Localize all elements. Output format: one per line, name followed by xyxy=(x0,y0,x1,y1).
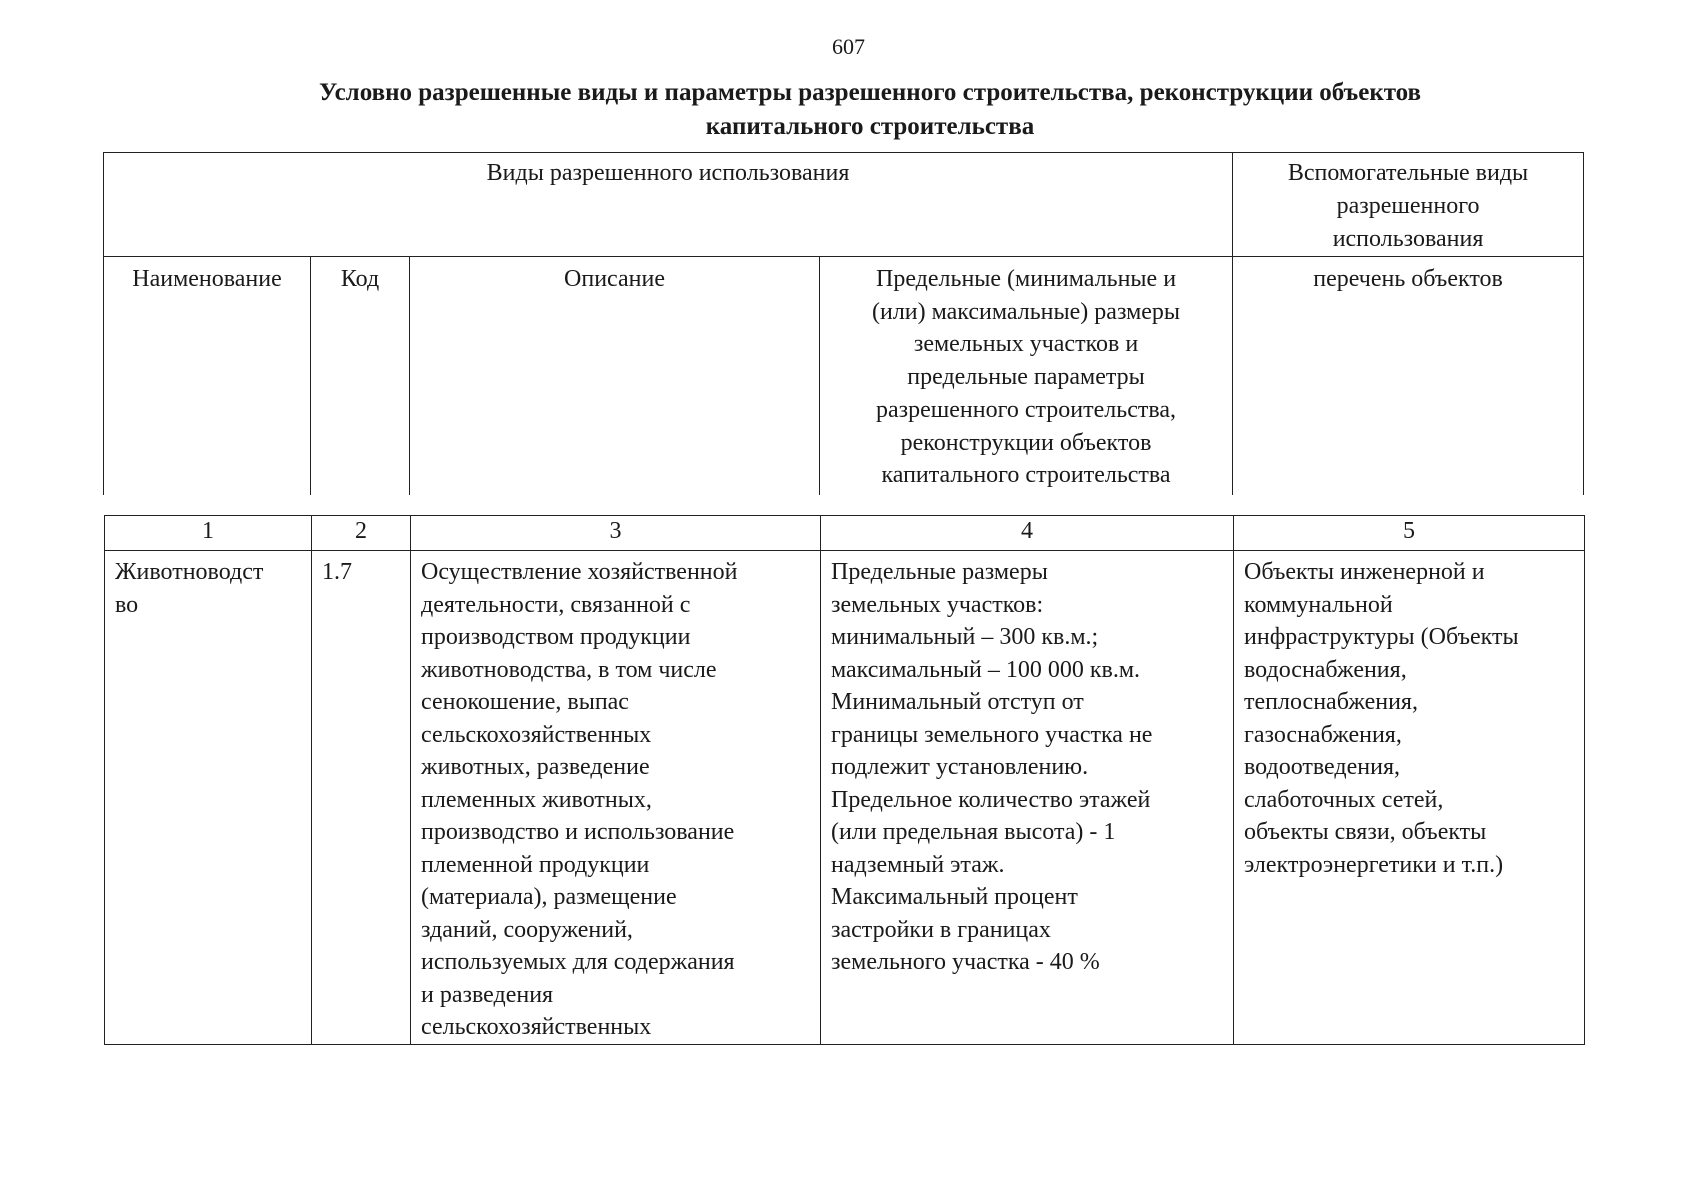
aux-line: инфраструктуры (Объекты xyxy=(1244,624,1519,650)
cell-description xyxy=(411,551,821,1045)
description-line: (материала), размещение xyxy=(421,884,677,910)
description-line: деятельности, связанной с xyxy=(421,591,691,618)
header-table xyxy=(103,152,1584,495)
aux-line: электроэнергетики и т.п.) xyxy=(1244,851,1504,878)
column-number-row xyxy=(105,516,1585,551)
header-group-label: Виды разрешенного использования xyxy=(486,160,850,186)
header-col-name: Наименование xyxy=(104,257,311,496)
aux-line: теплоснабжения, xyxy=(1244,689,1418,715)
description-line: сельскохозяйственных xyxy=(421,1014,652,1040)
table-row xyxy=(105,551,1585,1045)
cell-aux xyxy=(1234,551,1585,1045)
cell-code-value: 1.7 xyxy=(322,559,352,585)
limits-line: Предельные размеры xyxy=(831,559,1048,585)
header-limits-line: Предельные (минимальные и xyxy=(875,266,1177,292)
document-title-line-2: капитального строительства xyxy=(705,113,1035,140)
cell-name-line: во xyxy=(115,591,139,618)
header-limits-line: предельные параметры xyxy=(907,364,1145,391)
aux-line: коммунальной xyxy=(1244,591,1393,618)
limits-line: (или предельная высота) - 1 xyxy=(831,819,1116,845)
header-limits-line: (или) максимальные) размеры xyxy=(871,298,1181,325)
column-number: 3 xyxy=(411,516,821,551)
column-number: 2 xyxy=(312,516,411,551)
header-group-row xyxy=(104,153,1584,257)
limits-line: минимальный – 300 кв.м.; xyxy=(831,624,1099,650)
column-number: 4 xyxy=(821,516,1234,551)
limits-line: Максимальный процент xyxy=(831,884,1078,910)
description-line: зданий, сооружений, xyxy=(421,916,633,943)
header-limits-line: реконструкции объектов xyxy=(900,429,1152,456)
limits-line: Предельное количество этажей xyxy=(831,786,1151,813)
header-col-aux-list: перечень объектов xyxy=(1233,257,1584,496)
column-number: 1 xyxy=(105,516,312,551)
header-col-code: Код xyxy=(311,257,410,496)
limits-line: границы земельного участка не xyxy=(831,721,1153,748)
cell-limits xyxy=(821,551,1234,1045)
header-aux-group-cell xyxy=(1233,153,1584,257)
header-aux-group-line: использования xyxy=(1332,226,1484,252)
limits-line: застройки в границах xyxy=(831,916,1051,943)
header-col-description: Описание xyxy=(410,257,820,496)
aux-line: слаботочных сетей, xyxy=(1244,786,1444,813)
cell-code xyxy=(312,551,411,1045)
description-line: сельскохозяйственных xyxy=(421,721,652,748)
aux-line: объекты связи, объекты xyxy=(1244,819,1487,845)
cell-name xyxy=(105,551,312,1045)
limits-line: земельного участка - 40 % xyxy=(831,949,1100,975)
header-limits-line: земельных участков и xyxy=(913,331,1139,358)
aux-line: водоотведения, xyxy=(1244,754,1400,780)
document-title-line-1: Условно разрешенные виды и параметры разрешенного строительства, реконструкции объектов xyxy=(318,79,1422,106)
aux-line: газоснабжения, xyxy=(1244,721,1402,748)
header-group-cell xyxy=(104,153,1233,257)
limits-line: максимальный – 100 000 кв.м. xyxy=(831,656,1141,683)
header-limits-line: капитального строительства xyxy=(881,462,1171,489)
document-title xyxy=(210,76,1530,144)
aux-line: водоснабжения, xyxy=(1244,656,1407,683)
description-line: племенной продукции xyxy=(421,851,650,878)
description-line: производством продукции xyxy=(421,624,691,650)
description-line: животных, разведение xyxy=(421,754,650,780)
limits-line: Минимальный отступ от xyxy=(831,689,1084,715)
description-line: племенных животных, xyxy=(421,786,652,813)
description-line: сенокошение, выпас xyxy=(421,689,629,715)
header-aux-group-line: Вспомогательные виды xyxy=(1287,160,1529,186)
description-line: используемых для содержания xyxy=(421,949,735,975)
page-number: 607 xyxy=(832,34,865,59)
description-line: Осуществление хозяйственной xyxy=(421,559,738,585)
limits-line: надземный этаж. xyxy=(831,851,1005,878)
description-line: животноводства, в том числе xyxy=(421,656,717,683)
description-line: производство и использование xyxy=(421,819,735,845)
header-aux-group-line: разрешенного xyxy=(1336,193,1480,219)
data-table xyxy=(104,515,1585,1045)
header-col-limits xyxy=(820,257,1233,496)
header-limits-line: разрешенного строительства, xyxy=(876,396,1177,423)
aux-line: Объекты инженерной и xyxy=(1244,559,1485,585)
column-number: 5 xyxy=(1234,516,1585,551)
limits-line: земельных участков: xyxy=(831,591,1044,618)
header-columns-row xyxy=(104,257,1584,496)
cell-name-line: Животноводст xyxy=(115,559,264,585)
description-line: и разведения xyxy=(421,981,554,1008)
limits-line: подлежит установлению. xyxy=(831,754,1089,780)
